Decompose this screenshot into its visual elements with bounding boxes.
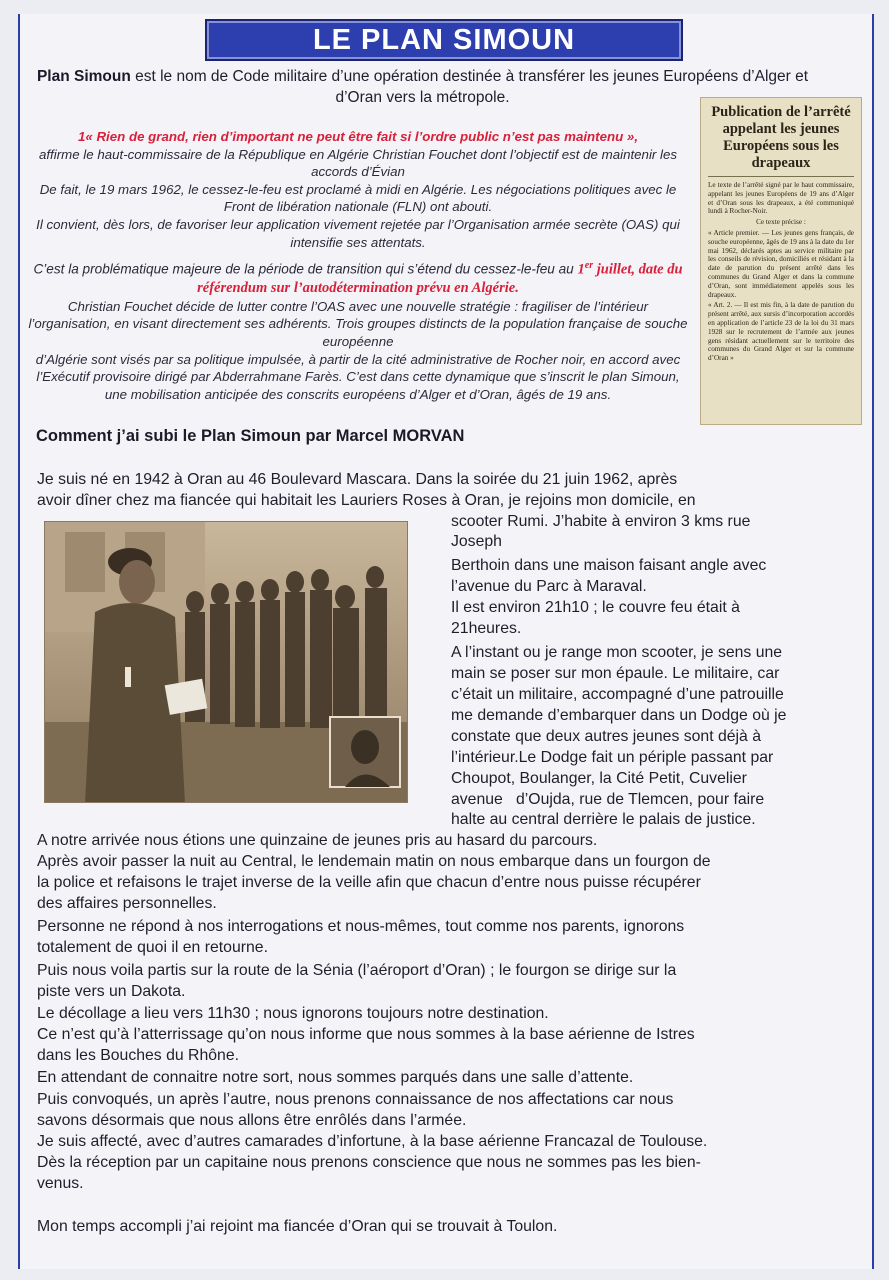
- story-line: Berthoin dans une maison faisant angle avec: [451, 557, 767, 574]
- context-p5: Christian Fouchet décide de lutter contre l’OAS avec une nouvelle stratégie : fragiliser de l’intérieur l’organisation, en visant directement ses adhérents. Trois groupes distincts de la population française de souche européenne: [28, 298, 688, 350]
- context-p6: d’Algérie sont visés par sa politique impulsée, à partir de la cité administrative de Rocher noir, en accord avec l’Exécutif provisoire dirigé par Abderrahmane Farès. C’est dans cette dynamique que s’inscrit le plan Simoun, une mobilisation anticipée des conscrits européens d’Alger et d’Oran, âgés de 19 ans.: [35, 351, 681, 402]
- story-subtitle: Comment j’ai subi le Plan Simoun par Marcel MORVAN: [36, 427, 465, 445]
- clipping-text-1: Le texte de l’arrêté signé par le haut commissaire, appelant les jeunes Européens de 19 ans d’Alger et d’Oran sous les drapeaux, a été communiqué lundi à Rocher-Noir.: [708, 181, 854, 216]
- story-line: des affaires personnelles.: [37, 895, 217, 912]
- story-line: Mon temps accompli j’ai rejoint ma fiancée d’Oran qui se trouvait à Toulon.: [37, 1218, 558, 1235]
- story-line: Puis nous voila partis sur la route de la Sénia (l’aéroport d’Oran) ; le fourgon se dirige sur la: [37, 962, 677, 979]
- story-line: c’était un militaire, accompagné d’une patrouille: [451, 686, 784, 703]
- story-line: En attendant de connaitre notre sort, nous sommes parqués dans une salle d’attente.: [37, 1069, 634, 1086]
- story-line: main se poser sur mon épaule. Le militaire, car: [451, 665, 780, 682]
- story-line: A l’instant ou je range mon scooter, je sens une: [451, 644, 783, 661]
- story-line: scooter Rumi. J’habite à environ 3 kms rue: [451, 513, 751, 530]
- context-p2: De fait, le 19 mars 1962, le cessez-le-feu est proclamé à midi en Algérie. Les négociations politiques avec le Front de libération nationale (FLN) ont abouti.: [39, 181, 677, 215]
- story-line: me demande d’embarquer dans un Dodge où je: [451, 707, 787, 724]
- context-block: 1« Rien de grand, rien d’important ne peut être fait si l’ordre public n’est pas maintenu », affirme le haut-commissaire de la République en Algérie Christian Fouchet dont l’objectif est de maintenir les accords d’Évian De fait, le 19 mars 1962, le cessez-le-feu est proclamé à midi en Algérie. Les négociations politiques avec le Front de libération nationale (FLN) ont abouti. Il convient, dès lors, de favoriser leur application vivement rejetée par l’Organisation armée secrète (OAS) qui intensifie ses attentats. C’est la problématique majeure de la période de transition qui s’étend du cessez-le-feu au 1er juillet, date du référendum sur l’autodétermination prévu en Algérie. Christian Fouchet décide de lutter contre l’OAS avec une nouvelle stratégie : fragiliser de l’intérieur l’organisation, en visant directement ses adhérents. Trois groupes distincts de la population française de souche européenne d’Algérie sont visés par sa politique impulsée, à partir de la cité administrative de Rocher noir, en accord avec l’Exécutif provisoire dirigé par Abderrahmane Farès. C’est dans cette dynamique que s’inscrit le plan Simoun, une mobilisation anticipée des conscrits européens d’Alger et d’Oran, âgés de 19 ans.: [28, 129, 688, 402]
- story-line: avoir dîner chez ma fiancée qui habitait les Lauriers Roses à Oran, je rejoins mon domicile, en: [37, 492, 696, 509]
- story-line: piste vers un Dakota.: [37, 983, 186, 1000]
- clipping-text-4: « Art. 2. — Il est mis fin, à la date de parution du présent arrêté, aux sursis d’incorporation accordés en application de l’article 23 de la loi du 31 mars 1928 sur le recrutement de l’armée aux jeunes gens résidant actuellement sur le territoire des communes du Grand Alger et sur la commune d’Oran »: [708, 301, 854, 363]
- story-line: venus.: [37, 1175, 84, 1192]
- photo-illustration: [45, 522, 408, 803]
- story-line: Après avoir passer la nuit au Central, le lendemain matin on nous embarque dans un fourgon de: [37, 853, 711, 870]
- intro-text: est le nom de Code militaire d’une opération destinée à transférer les jeunes Européens d’Alger et d’Oran vers la métropole.: [130, 68, 809, 106]
- story-line: Choupot, Boulanger, la Cité Petit, Cuvelier: [451, 770, 747, 787]
- story-line: totalement de quoi il en retourne.: [37, 939, 268, 956]
- intro-paragraph: [35, 66, 810, 108]
- page-title: LE PLAN SIMOUN: [312, 23, 576, 56]
- newspaper-clipping: [700, 97, 862, 425]
- story-line: l’intérieur.Le Dodge fait un périple passant par: [451, 749, 774, 766]
- story-line: Je suis né en 1942 à Oran au 46 Boulevard Mascara. Dans la soirée du 21 juin 1962, après: [37, 471, 678, 488]
- story-line: 21heures.: [451, 620, 522, 637]
- story-line: constate que deux autres jeunes sont déjà à: [451, 728, 762, 745]
- story-line: dans les Bouches du Rhône.: [37, 1047, 239, 1064]
- fouchet-quote: « Rien de grand, rien d’important ne peut être fait si l’ordre public n’est pas maintenu »,: [85, 129, 639, 144]
- story-line: Joseph: [451, 533, 502, 550]
- story-line: avenue d’Oujda, rue de Tlemcen, pour faire: [451, 791, 765, 808]
- story-line: Il est environ 21h10 ; le couvre feu était à: [451, 599, 740, 616]
- story-line: l’avenue du Parc à Maraval.: [451, 578, 647, 595]
- intro-lead: Plan Simoun: [36, 68, 131, 85]
- clipping-text-2: Ce texte précise :: [756, 218, 806, 227]
- story-line: halte au central derrière le palais de justice.: [451, 811, 756, 828]
- story-line: Je suis affecté, avec d’autres camarades d’infortune, à la base aérienne Francazal de Toulouse.: [37, 1133, 708, 1150]
- context-p3: Il convient, dès lors, de favoriser leur application vivement rejetée par l’Organisation armée secrète (OAS) qui intensifie ses attentats.: [36, 216, 680, 250]
- clipping-headline: Publication de l’arrêté appelant les jeunes Européens sous les drapeaux: [708, 104, 854, 177]
- story-line: Dès la réception par un capitaine nous prenons conscience que nous ne sommes pas les bien-: [37, 1154, 701, 1171]
- title-banner: [205, 19, 683, 61]
- clipping-text-3: « Article premier. — Les jeunes gens français, de souche européenne, âgés de 19 ans à la date du 1er mai 1962, déclarés aptes au service militaire par les conseils de révision, domiciliés et résidant à la date de parution du présent arrêté dans les communes du Grand Alger et dans la commune d’Oran, sont immédiatement appelés sous les drapeaux.: [708, 228, 854, 299]
- context-p4: C’est la problématique majeure de la période de transition qui s’étend du cessez-le-feu au 1er juillet, date du référendum sur l’autodétermination prévu en Algérie.: [33, 260, 683, 297]
- story-line: Personne ne répond à nos interrogations et nous-mêmes, tout comme nos parents, ignorons: [37, 918, 685, 935]
- story-line: Le décollage a lieu vers 11h30 ; nous ignorons toujours notre destination.: [37, 1005, 549, 1022]
- story-line: Puis convoqués, un après l’autre, nous prenons connaissance de nos affectations car nous: [37, 1091, 674, 1108]
- story-line: savons désormais que nous allons être enrôlés dans l’armée.: [37, 1112, 467, 1129]
- context-p1: affirme le haut-commissaire de la République en Algérie Christian Fouchet dont l’objectif est de maintenir les accords d’Évian: [38, 146, 678, 180]
- story-line: Ce n’est qu’à l’atterrissage qu’on nous informe que nous sommes à la base aérienne de Istres: [37, 1026, 695, 1043]
- story-line: A notre arrivée nous étions une quinzaine de jeunes pris au hasard du parcours.: [37, 832, 598, 849]
- story-line: la police et refaisons le trajet inverse de la veille afin que chacun d’entre nous puisse récupérer: [37, 874, 701, 891]
- soldiers-photo: [44, 521, 408, 803]
